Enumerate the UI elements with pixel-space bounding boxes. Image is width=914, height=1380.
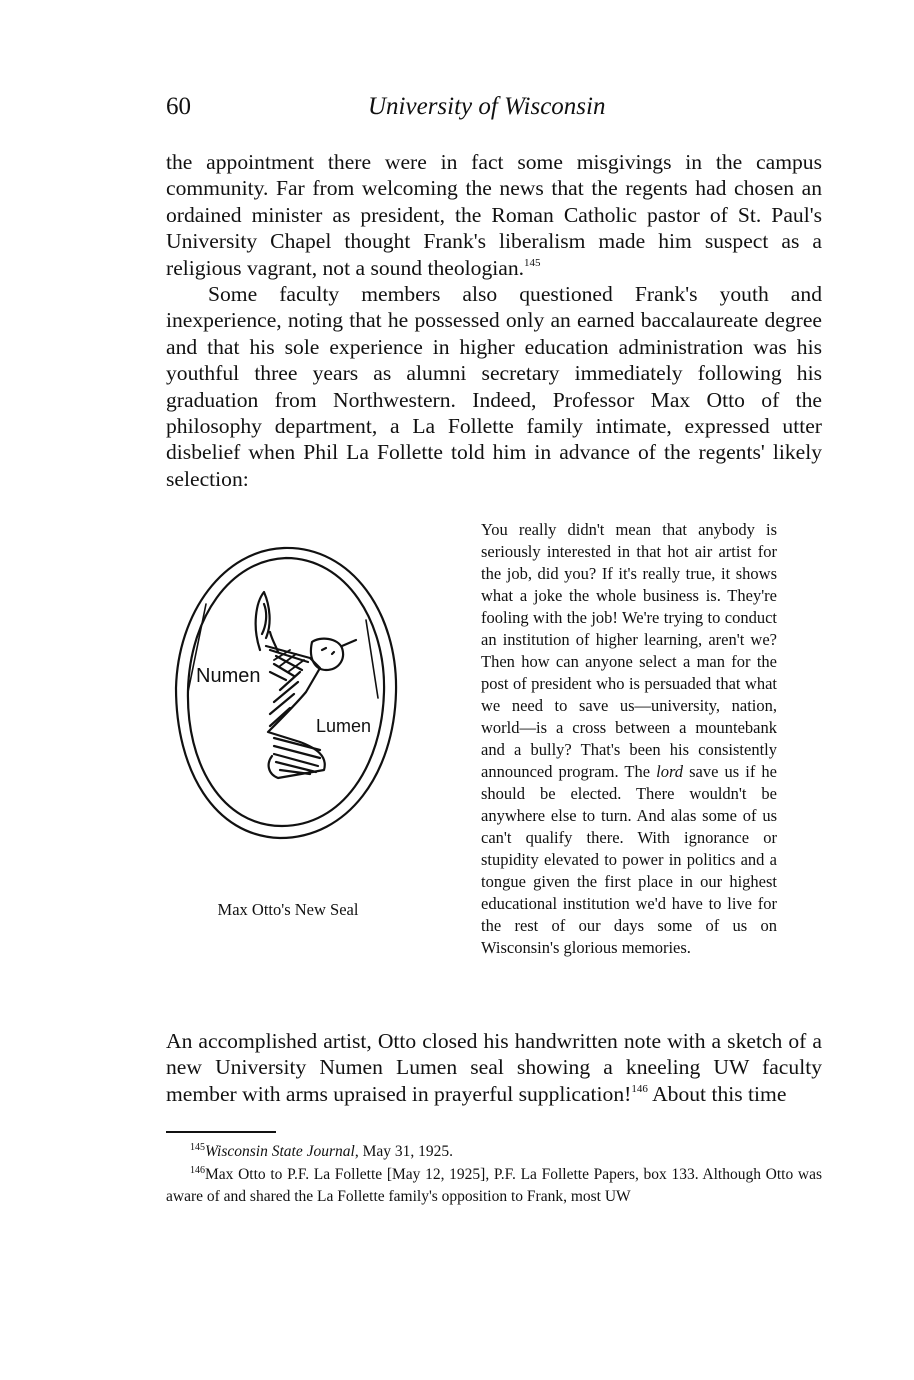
footnote-divider bbox=[166, 1131, 276, 1133]
paragraph-3 bbox=[166, 1028, 822, 1107]
footnote-146-text: Max Otto to P.F. La Follette [May 12, 1925], P.F. La Follette Papers, box 133. Although Otto was aware of and shared the La Follette family's opposition to Frank, most UW bbox=[166, 1166, 822, 1205]
seal-word-lumen: Lumen bbox=[316, 716, 372, 736]
footnote-146 bbox=[166, 1164, 822, 1208]
quote-text-part-2: save us if he should be elected. There wouldn't be anywhere else to turn. And alas some of us can't qualify there. With ignorance or stupidity elevated to power in politics and a tongue given the first place in our highest educational institution we'd have to live for the rest of our days some of us on Wisconsin's glorious memories. bbox=[481, 762, 777, 957]
figure-caption: Max Otto's New Seal bbox=[217, 900, 359, 919]
footnote-145-title: Wisconsin State Journal bbox=[205, 1143, 355, 1160]
paragraph-1 bbox=[166, 149, 822, 281]
seal-sketch bbox=[170, 542, 402, 842]
paragraph-3-continuation: About this time bbox=[652, 1081, 787, 1106]
paragraph-3-text: An accomplished artist, Otto closed his handwritten note with a sketch of a new University Numen Lumen seal showing a kneeling UW faculty member with arms upraised in prayerful supplication! bbox=[166, 1029, 822, 1106]
footnote-146-mark: 146 bbox=[190, 1165, 205, 1176]
footnote-145-mark: 145 bbox=[190, 1142, 205, 1153]
page-number: 60 bbox=[166, 93, 191, 120]
quote-text-part-1: You really didn't mean that anybody is seriously interested in that hot air artist for the job, did you? If it's really true, it shows what a joke the whole business is. They're fooling with the job! We're trying to conduct an institution of higher learning, aren't we? Then how can anyone select a man for the post of president who is persuaded that what we need to save us—university, nation, world—is a cross between a mountebank and a bully? That's been his consistently announced program. The bbox=[481, 520, 777, 781]
seal-figure-arms bbox=[256, 592, 278, 652]
footnote-ref-145[interactable]: 145 bbox=[524, 256, 541, 269]
footnote-145 bbox=[166, 1141, 822, 1163]
paragraph-1-text: the appointment there were in fact some misgivings in the campus community. Far from welcoming the news that the regents had chosen an ordained minister as president, the Roman Catholic pastor of St. Paul's University Chapel thought Frank's liberalism made him suspect as a religious vagrant, not a sound theologian. bbox=[166, 150, 822, 280]
running-head: University of Wisconsin bbox=[368, 93, 606, 120]
seal-word-numen: Numen bbox=[196, 665, 261, 687]
footnote-ref-146[interactable]: 146 bbox=[631, 1082, 648, 1095]
seal-drawing bbox=[170, 542, 402, 842]
block-quote bbox=[481, 519, 777, 959]
quote-emphasis: lord bbox=[656, 762, 684, 781]
footnote-145-text: , May 31, 1925. bbox=[354, 1143, 453, 1160]
paragraph-2: Some faculty members also questioned Frank's youth and inexperience, noting that he possessed only an earned baccalaureate degree and that his sole experience in higher education administration was his youthful three years as alumni secretary immediately following his graduation from Northwestern. Indeed, Professor Max Otto of the philosophy department, a La Follette family intimate, expressed utter disbelief when Phil La Follette told him in advance of the regents' likely selection: bbox=[166, 282, 822, 491]
